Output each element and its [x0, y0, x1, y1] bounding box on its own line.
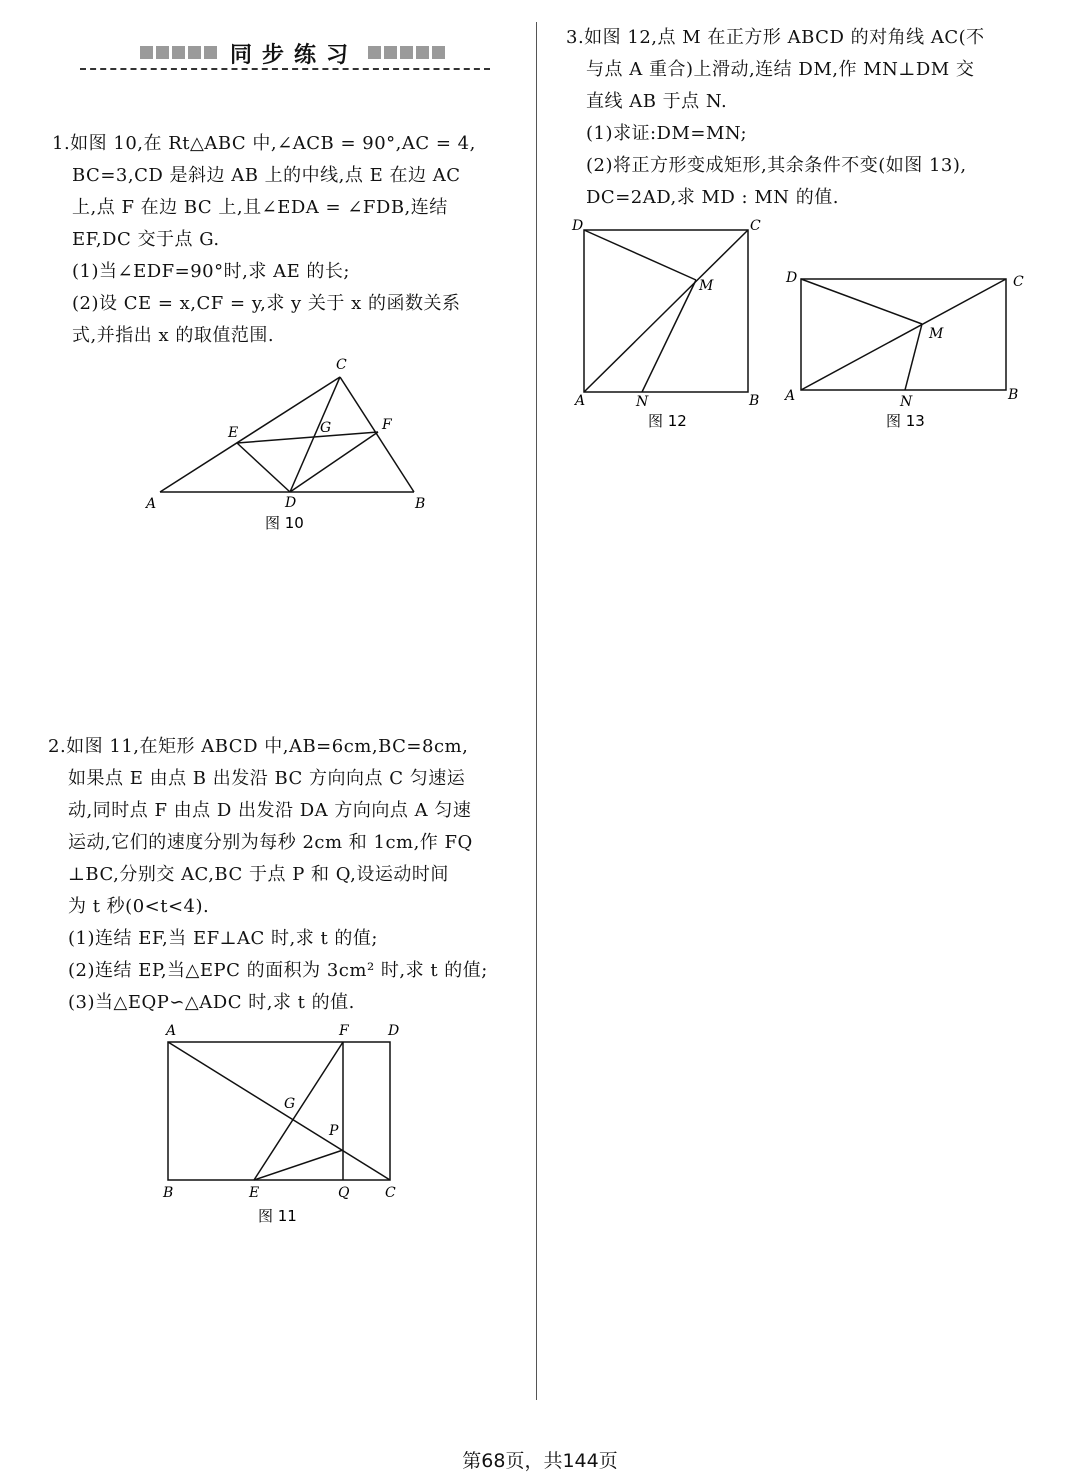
problem-2 — [48, 731, 528, 1019]
problem-1-line: 式,并指出 x 的取值范围. — [72, 325, 275, 346]
column-divider — [536, 22, 537, 1400]
problem-1-line: 上,点 F 在边 BC 上,且∠EDA = ∠FDB,连结 — [72, 197, 448, 218]
label-B: B — [415, 496, 426, 512]
page-number: 第68页，共144页 — [462, 1450, 618, 1472]
problem-2-part-3: (3)当△EQP∽△ADC 时,求 t 的值. — [68, 992, 355, 1013]
label-D: D — [786, 270, 798, 286]
problem-1-line: BC=3,CD 是斜边 AB 上的中线,点 E 在边 AC — [72, 165, 461, 186]
label-F: F — [339, 1023, 349, 1039]
segment-DM — [584, 230, 696, 280]
problem-3-line: 3.如图 12,点 M 在正方形 ABCD 的对角线 AC(不 — [566, 27, 985, 48]
problem-1 — [52, 128, 527, 352]
label-C: C — [385, 1185, 396, 1201]
label-E: E — [228, 425, 239, 441]
header-decor-right — [368, 46, 445, 59]
label-C: C — [1013, 274, 1024, 290]
problem-2-part-2: (2)连结 EP,当△EPC 的面积为 3cm² 时,求 t 的值; — [68, 960, 488, 981]
figure-10-caption: 图 10 — [265, 514, 304, 532]
label-B: B — [1008, 387, 1019, 403]
problem-1-part-1: (1)当∠EDF=90°时,求 AE 的长; — [72, 261, 350, 282]
label-D: D — [285, 495, 297, 511]
segment-DM — [801, 279, 922, 324]
label-N: N — [900, 394, 913, 410]
problem-3-part-2: (2)将正方形变成矩形,其余条件不变(如图 13), — [586, 155, 967, 176]
label-C: C — [336, 357, 347, 373]
label-C: C — [750, 218, 761, 234]
problem-2-line: 动,同时点 F 由点 D 出发沿 DA 方向向点 A 匀速 — [68, 800, 472, 821]
label-Q: Q — [338, 1185, 350, 1201]
problem-3 — [566, 22, 1046, 214]
label-N: N — [636, 394, 649, 410]
figure-13-caption: 图 13 — [886, 412, 925, 430]
problem-3-part-1: (1)求证:DM=MN; — [586, 123, 748, 144]
problem-1-line: 1.如图 10,在 Rt△ABC 中,∠ACB = 90°,AC = 4, — [52, 133, 476, 154]
segment-AC — [160, 377, 340, 492]
figure-13 — [780, 262, 1040, 441]
segment-AC — [168, 1042, 390, 1180]
segment-AC — [801, 279, 1006, 390]
segment-MN — [642, 280, 696, 392]
problem-2-line: 如果点 E 由点 B 出发沿 BC 方向向点 C 匀速运 — [68, 768, 466, 789]
label-B: B — [163, 1185, 174, 1201]
segment-MN — [905, 324, 922, 390]
segment-EF — [254, 1042, 343, 1180]
label-E: E — [249, 1185, 260, 1201]
label-A: A — [166, 1023, 177, 1039]
segment-ED — [237, 443, 290, 492]
problem-2-line: 为 t 秒(0<t<4). — [68, 896, 210, 917]
problem-2-line: 2.如图 11,在矩形 ABCD 中,AB=6cm,BC=8cm, — [48, 736, 469, 757]
segment-EF — [237, 432, 378, 443]
problem-2-part-1: (1)连结 EF,当 EF⊥AC 时,求 t 的值; — [68, 928, 378, 949]
label-G: G — [284, 1096, 296, 1112]
label-A: A — [146, 496, 157, 512]
label-M: M — [929, 326, 944, 342]
figure-10 — [140, 350, 440, 554]
section-header — [140, 38, 440, 66]
label-P: P — [329, 1123, 339, 1139]
problem-2-line: ⊥BC,分别交 AC,BC 于点 P 和 Q,设运动时间 — [68, 864, 449, 885]
label-A: A — [785, 388, 796, 404]
label-D: D — [572, 218, 584, 234]
section-title: 同步练习 — [230, 42, 359, 68]
figure-12-caption: 图 12 — [648, 412, 687, 430]
label-A: A — [575, 393, 586, 409]
segment-AC — [584, 230, 748, 392]
figure-11-caption: 图 11 — [258, 1207, 297, 1225]
label-D: D — [388, 1023, 400, 1039]
header-decor-left — [140, 46, 217, 59]
figure-11 — [150, 1020, 420, 1234]
problem-2-line: 运动,它们的速度分别为每秒 2cm 和 1cm,作 FQ — [68, 832, 473, 853]
label-B: B — [749, 393, 760, 409]
segment-EP — [254, 1150, 343, 1180]
problem-3-line: 直线 AB 于点 N. — [586, 91, 728, 112]
problem-1-part-2: (2)设 CE = x,CF = y,求 y 关于 x 的函数关系 — [72, 293, 461, 314]
problem-3-line: 与点 A 重合)上滑动,连结 DM,作 MN⊥DM 交 — [586, 59, 975, 80]
label-F: F — [382, 417, 392, 433]
header-divider — [80, 68, 490, 70]
problem-1-line: EF,DC 交于点 G. — [72, 229, 220, 250]
figure-12 — [566, 212, 776, 441]
label-M: M — [699, 278, 714, 294]
problem-3-line: DC=2AD,求 MD : MN 的值. — [586, 187, 839, 208]
label-G: G — [320, 420, 332, 436]
